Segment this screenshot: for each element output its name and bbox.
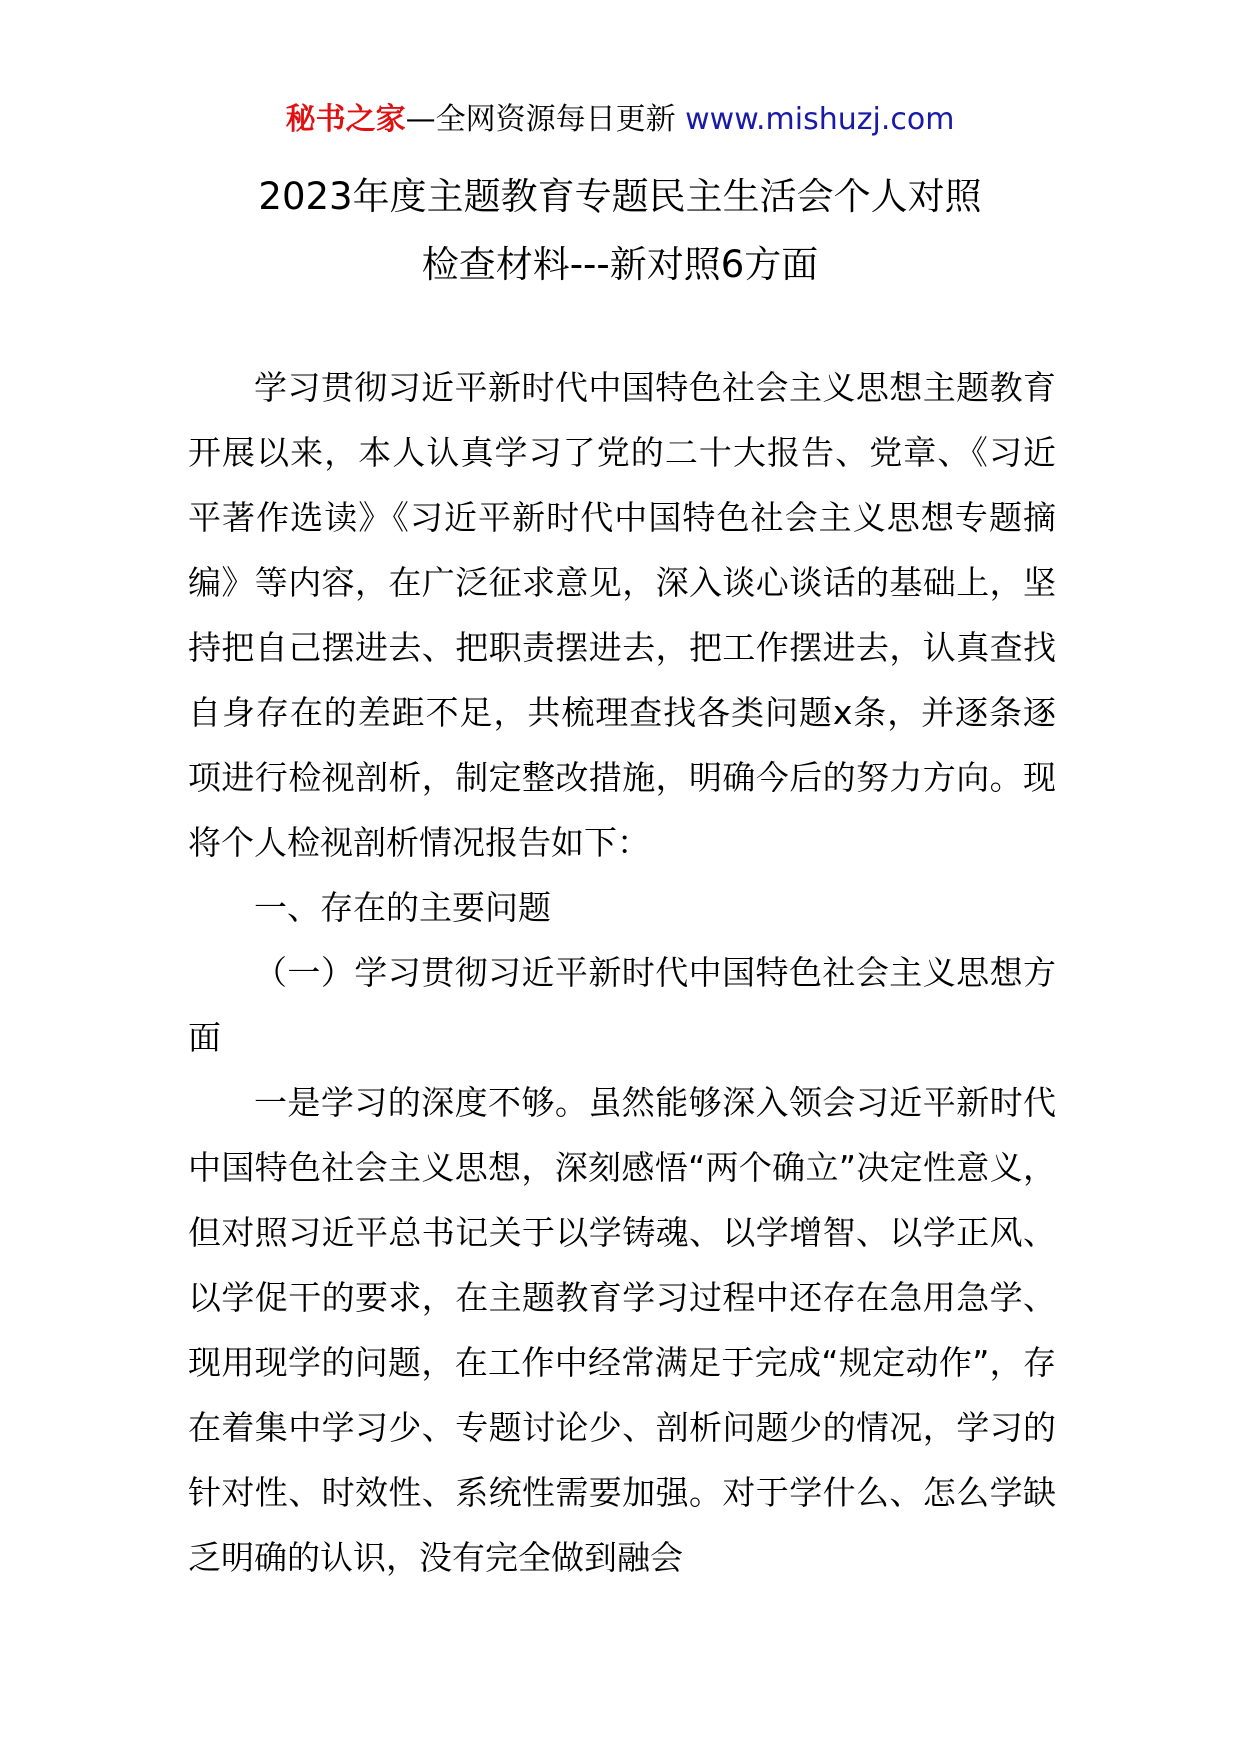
body-paragraph: 一是学习的深度不够。虽然能够深入领会习近平新时代中国特色社会主义思想，深刻感悟“两个确立”决定性意义，但对照习近平总书记关于以学铸魂、以学增智、以学正风、以学促干的要求，在主题教育学习过程中还存在急用急学、现用现学的问题，在工作中经常满足于完成“规定动作”，存在着集中学习少、专题讨论少、剖析问题少的情况，学习的针对性、时效性、系统性需要加强。对于学什么、怎么学缺乏明确的认识，没有完全做到融会 bbox=[188, 1083, 1056, 1577]
title-line-1: 2023年度主题教育专题民主生活会个人对照 bbox=[258, 175, 982, 218]
intro-paragraph: 学习贯彻习近平新时代中国特色社会主义思想主题教育开展以来，本人认真学习了党的二十大报告、党章、《习近平著作选读》《习近平新时代中国特色社会主义思想专题摘编》等内容，在广泛征求意见，深入谈心谈话的基础上，坚持把自己摆进去、把职责摆进去，把工作摆进去，认真查找自身存在的差距不足，共梳理查找各类问题x条，并逐条逐项进行检视剖析，制定整改措施，明确今后的努力方向。现将个人检视剖析情况报告如下： bbox=[188, 368, 1056, 862]
section-heading: 一、存在的主要问题 bbox=[254, 888, 551, 927]
watermark-header bbox=[0, 100, 1240, 140]
site-url-link[interactable]: www.mishuzj.com bbox=[685, 102, 955, 137]
header-tagline: —全网资源每日更新 bbox=[405, 102, 676, 137]
document-title bbox=[0, 163, 1240, 299]
document-body bbox=[188, 355, 1056, 1590]
brand-name: 秘书之家 bbox=[285, 102, 406, 137]
subsection-heading: （一）学习贯彻习近平新时代中国特色社会主义思想方面 bbox=[188, 953, 1056, 1057]
title-line-2: 检查材料---新对照6方面 bbox=[421, 243, 819, 286]
